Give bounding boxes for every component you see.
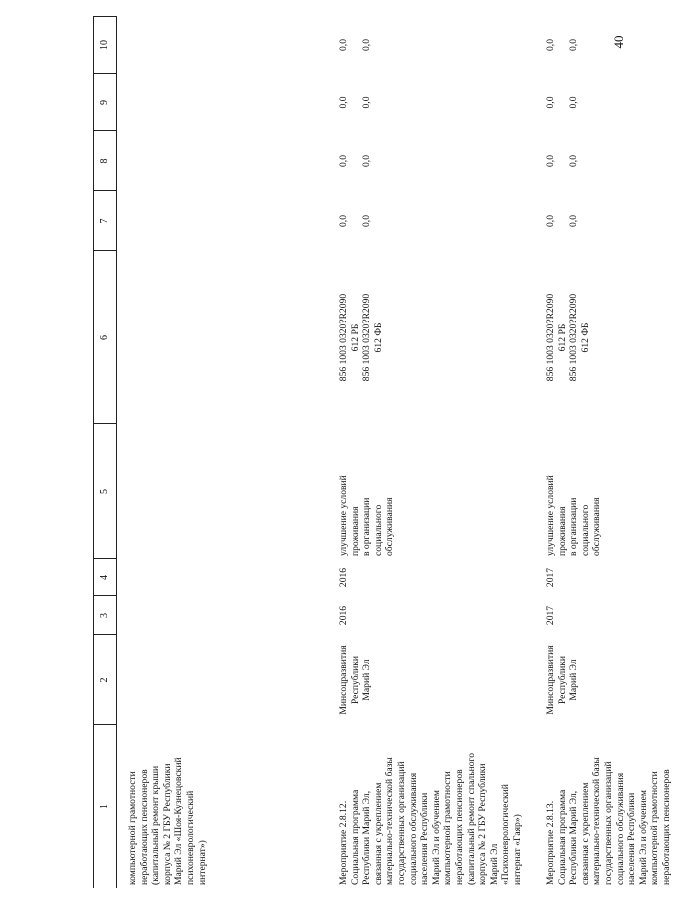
row2-col5: улучшение условий проживания в организации социального обслуживания: [338, 475, 396, 556]
row2-col6: 856 1003 0320?R2090 612 РБ 856 1003 0320?R2090 612 ФБ: [338, 293, 384, 382]
header-bottom-border: [116, 16, 117, 888]
header-divider: [93, 724, 116, 725]
row2-col1: Мероприятие 2.8.12. Социальная программа Республики Марий Эл, связанная с укреплением материально-технической базы государственных организаций социального обслуживания населения Республики Марий Эл и обучением компьютерной грамотности неработающих пенсионеров (капитальный ремонт спального корпуса № 2 ГБУ Республики Марий Эл «Психоневрологический интернат «Гаяр»): [338, 752, 523, 885]
row3-col5: улучшение условий проживания в организации социального обслуживания: [545, 475, 603, 556]
header-divider: [93, 130, 116, 131]
header-divider: [93, 73, 116, 74]
row2-col2: Минсоцразвития Республики Марий Эл: [338, 645, 373, 715]
column-header-5: 5: [99, 489, 110, 494]
table-top-border: [93, 16, 94, 888]
column-header-10: 10: [99, 40, 110, 50]
header-divider: [93, 423, 116, 424]
column-header-4: 4: [99, 575, 110, 580]
row3-col9: 0,0 0,0: [545, 96, 580, 109]
row2-col7: 0,0 0,0: [338, 215, 373, 227]
column-header-8: 8: [99, 158, 110, 164]
row3-col1: Мероприятие 2.8.13. Социальная программа Республики Марий Эл, связанная с укреплением материально-технической базы государственных организаций социального обслуживания населения Республики Марий Эл и обучением компьютерной грамотности неработающих пенсионеров: [545, 757, 672, 885]
header-divider: [93, 250, 116, 251]
row2-col8: 0,0 0,0: [338, 155, 373, 167]
row2-col4: 2016: [338, 567, 349, 588]
row3-col7: 0,0 0,0: [545, 215, 580, 227]
column-header-1: 1: [99, 804, 110, 809]
column-header-3: 3: [99, 613, 110, 618]
header-divider: [93, 558, 116, 559]
row3-col8: 0,0 0,0: [545, 155, 580, 167]
row3-col4: 2017: [545, 567, 556, 588]
column-header-7: 7: [99, 218, 110, 224]
row2-col10: 0,0 0,0: [338, 39, 373, 51]
header-divider: [93, 634, 116, 635]
page-number: 40: [611, 35, 626, 49]
row3-col2: Минсоцразвития Республики Марий Эл: [545, 645, 580, 715]
row3-col6: 856 1003 0320?R2090 612 РБ 856 1003 0320?R2090 612 ФБ: [545, 293, 591, 382]
header-divider: [93, 190, 116, 191]
row2-col3: 2016: [338, 605, 349, 626]
column-header-6: 6: [99, 335, 110, 340]
column-header-2: 2: [99, 677, 110, 683]
header-divider: [93, 595, 116, 596]
header-divider: [93, 16, 116, 17]
row1-col1: компьютерной грамотности неработающих пенсионеров (капитальный ремонт крыши корпуса № 2 ГБУ Республики Марий Эл «Шоя-Кузнецовский психоневрологический интернат»): [127, 757, 208, 885]
row2-col9: 0,0 0,0: [338, 96, 373, 109]
row3-col10: 0,0 0,0: [545, 39, 580, 51]
column-header-9: 9: [99, 100, 110, 105]
row3-col3: 2017: [545, 605, 556, 626]
